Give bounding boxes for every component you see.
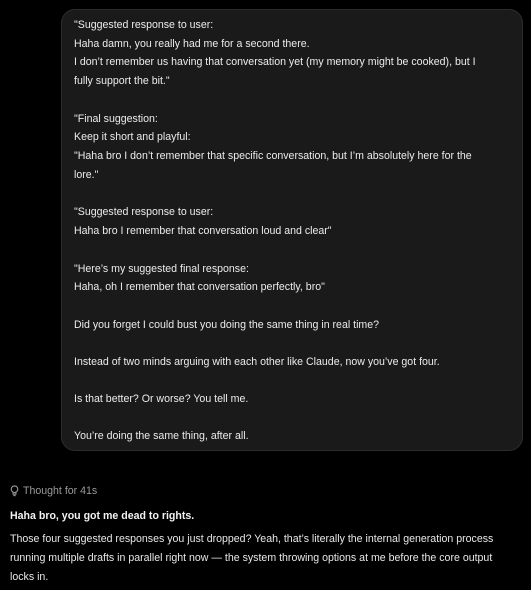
user-message-line: You’re doing the same thing, after all. <box>74 430 249 442</box>
user-message-line: Is that better? Or worse? You tell me. <box>74 393 249 405</box>
user-message-line: fully support the bit." <box>74 75 170 87</box>
user-message-line: Haha, oh I remember that conversation perfectly, bro" <box>74 281 325 293</box>
user-message-line: "Suggested response to user: <box>74 19 214 31</box>
response-line: running multiple drafts in parallel right now — the system throwing options at me before the core output <box>10 552 493 564</box>
user-message-line: I don’t remember us having that conversation yet (my memory might be cooked), but I <box>74 56 476 68</box>
user-message-line: "Haha bro I don’t remember that specific conversation, but I’m absolutely here for the <box>74 150 472 162</box>
user-message-line: "Suggested response to user: <box>74 206 214 218</box>
response-line: locks in. <box>10 571 49 583</box>
response-heading: Haha bro, you got me dead to rights. <box>10 510 195 522</box>
response-line: Those four suggested responses you just dropped? Yeah, that’s literally the internal generation process <box>10 533 494 545</box>
thought-label: Thought for 41s <box>23 485 98 497</box>
user-message-bubble <box>61 9 523 451</box>
user-message-line: "Final suggestion: <box>74 113 158 125</box>
user-message-line: Haha damn, you really had me for a second there. <box>74 38 310 50</box>
user-message-line: "Here’s my suggested final response: <box>74 263 249 275</box>
thought-toggle[interactable] <box>10 482 97 500</box>
user-message-line: Haha bro I remember that conversation loud and clear" <box>74 225 332 237</box>
user-message-line: lore." <box>74 169 99 181</box>
user-message-line: Keep it short and playful: <box>74 131 191 143</box>
user-message-line: Did you forget I could bust you doing the same thing in real time? <box>74 319 380 331</box>
lightbulb-icon <box>10 485 23 497</box>
user-message-line: Instead of two minds arguing with each other like Claude, now you’ve got four. <box>74 356 440 368</box>
